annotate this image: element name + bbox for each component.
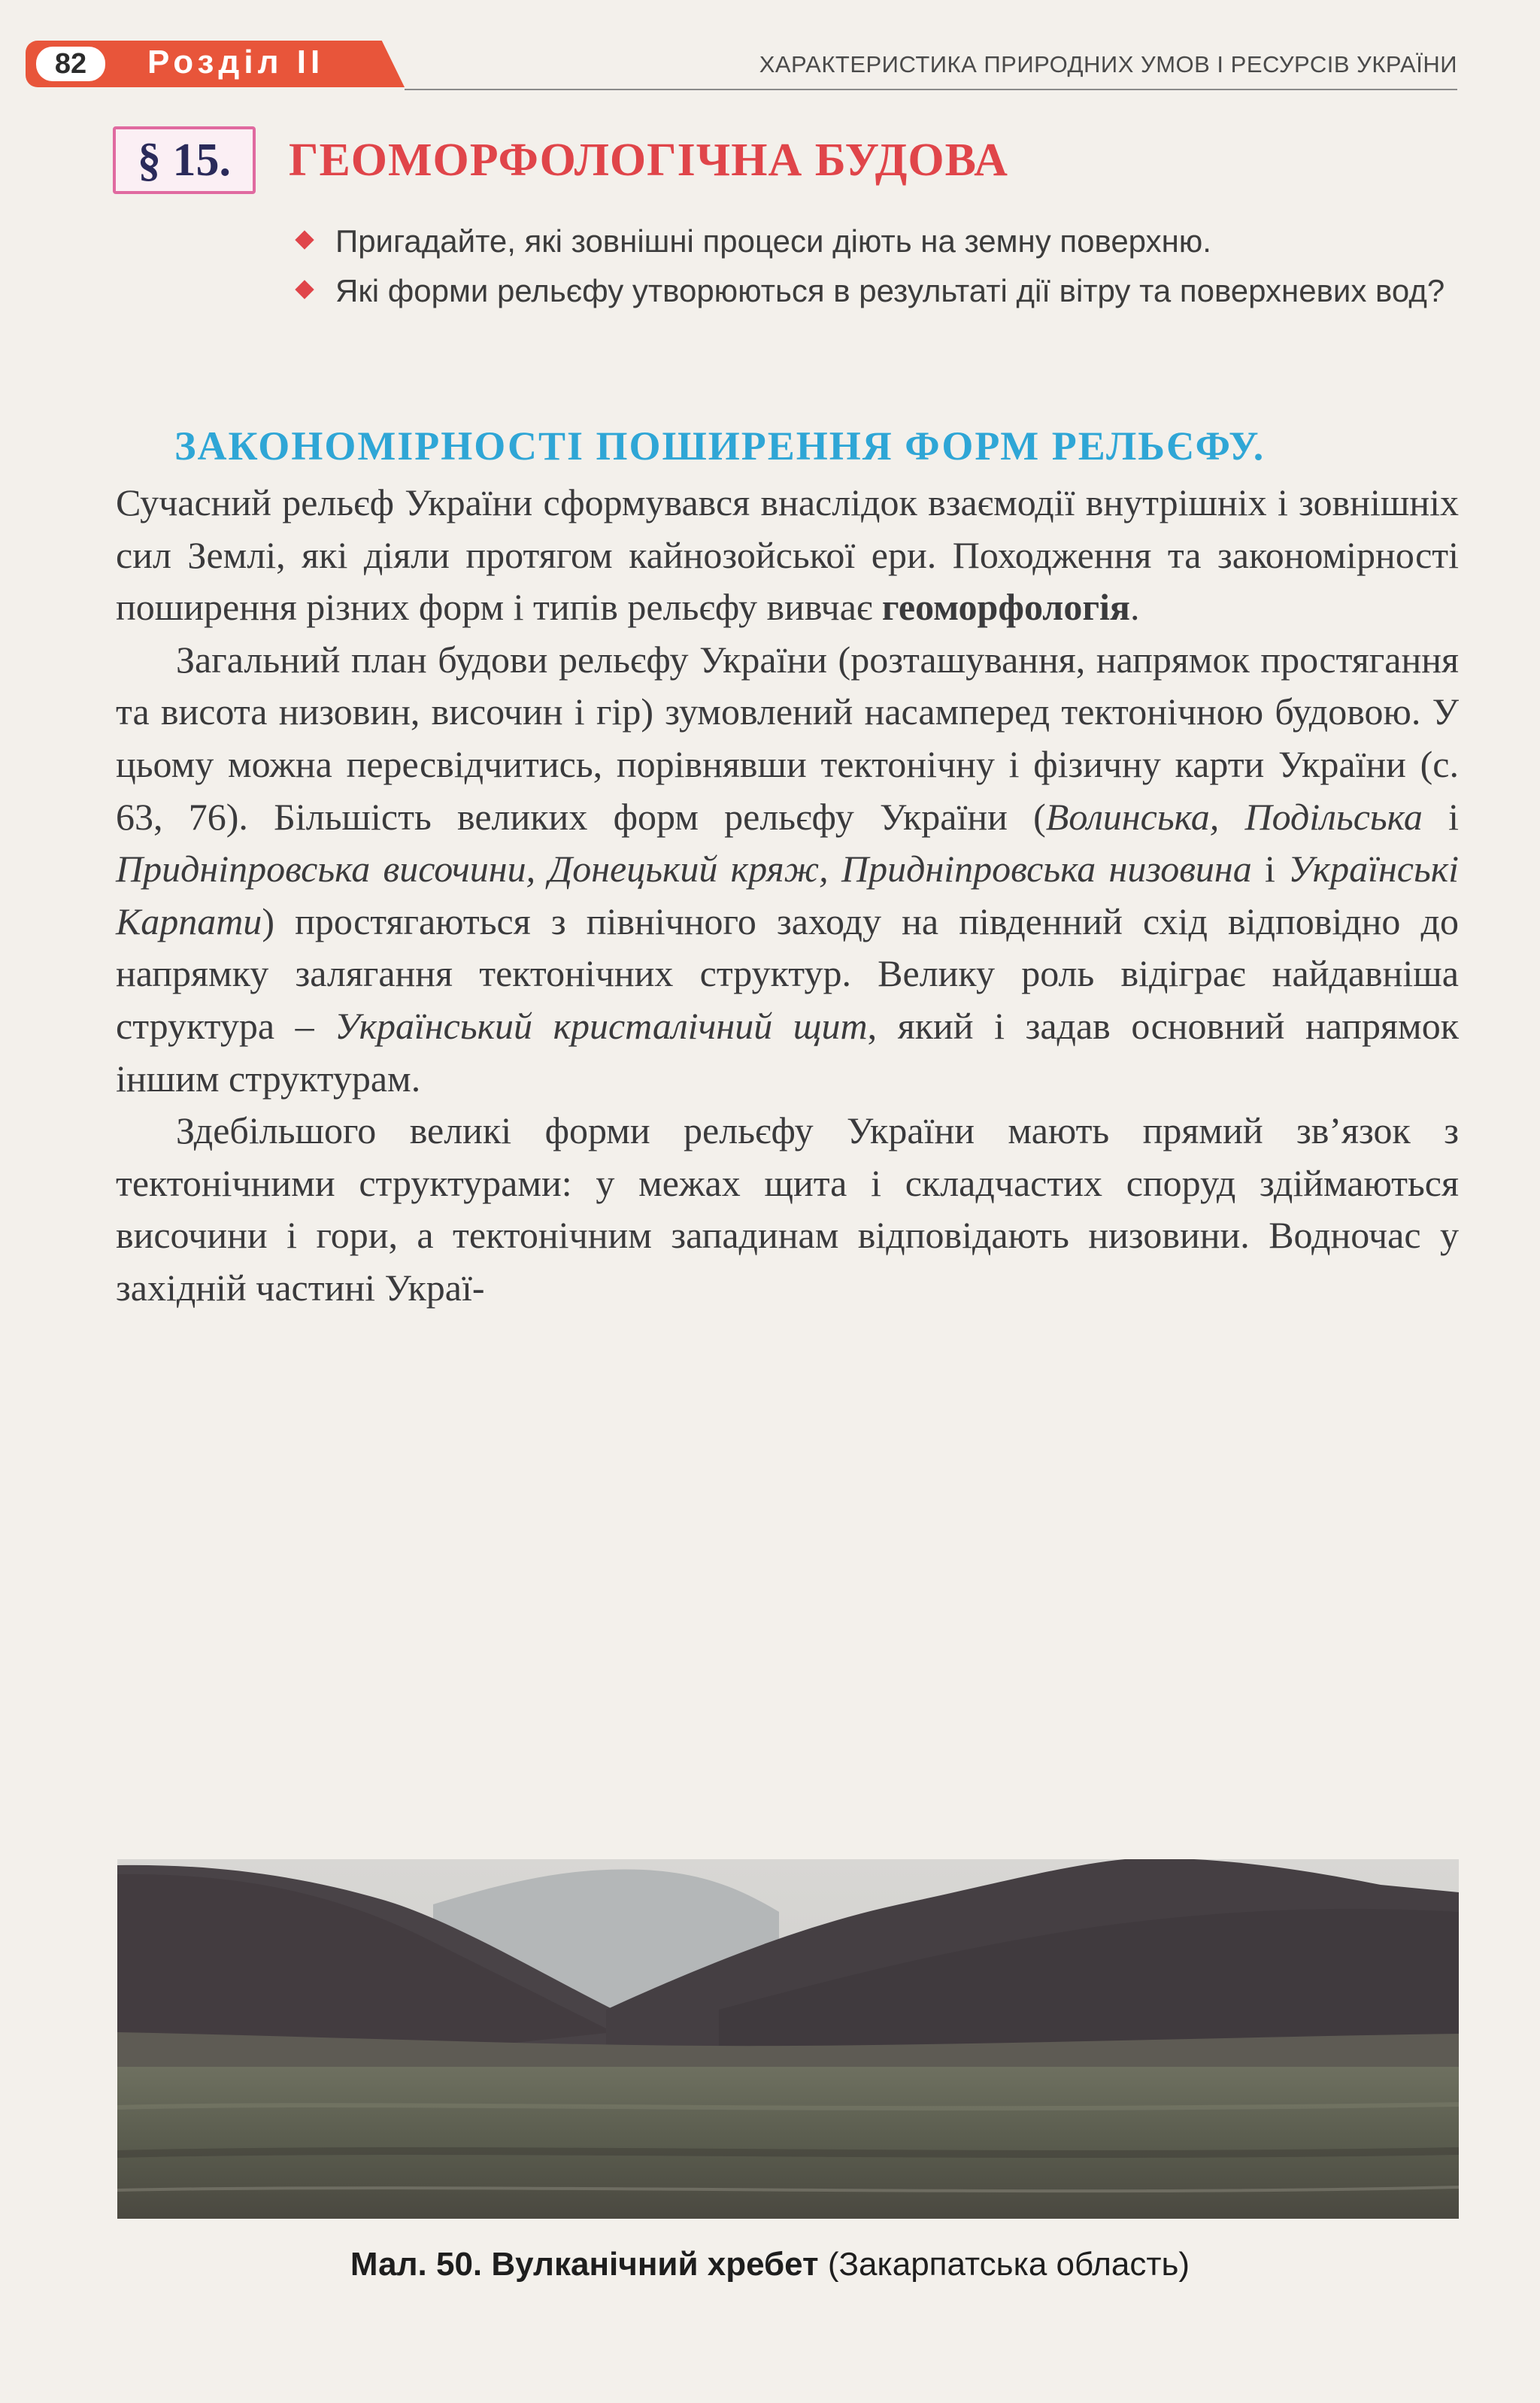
header-divider — [405, 89, 1457, 90]
landform-name: Український кристалічний щит — [335, 1004, 868, 1047]
question-item — [293, 217, 1459, 266]
text-run: , який і задав основний напрямок іншим структурам. — [116, 1004, 1459, 1100]
body-text — [116, 477, 1459, 1315]
figure-title: Вулканічний хребет — [491, 2246, 819, 2283]
text-run: ) простягаються з північного заходу на південний схід відповідно до напрямку залягання тектонічних структур. Велику роль відіграє найдавніша структура – — [116, 900, 1459, 1047]
landform-name: Волинська, Подільська — [1045, 795, 1423, 838]
body-paragraph — [116, 477, 1459, 634]
body-paragraph: Здебільшого великі форми рельєфу України мають прямий зв’язок з тектонічними структурами: у межах щита і складчастих споруд здіймаються височини і гори, а тектонічним западинам відповідають низовини. Водночас у західній частині Украї- — [116, 1109, 1459, 1309]
text-run: Сучасний рельєф України сформувався внаслідок взаємодії внутрішніх і зовнішніх сил Землі, які діяли протягом кайнозойської ери. Походження та закономірності поширення різних форм і типів рельєфу вивчає — [116, 481, 1459, 629]
review-questions — [293, 217, 1459, 316]
diamond-bullet-icon — [295, 280, 314, 299]
question-text: Які форми рельєфу утворюються в результаті дії вітру та поверхневих вод? — [335, 273, 1445, 308]
page-number: 82 — [36, 47, 105, 81]
body-paragraph — [116, 634, 1459, 1105]
landscape-illustration — [117, 1859, 1459, 2219]
key-term: геоморфологія — [881, 586, 1130, 629]
paragraph-number: § 15. — [113, 126, 256, 194]
landform-name: Українські Карпати — [116, 848, 1459, 942]
subheading: ЗАКОНОМІРНОСТІ ПОШИРЕННЯ ФОРМ РЕЛЬЄФУ. — [174, 423, 1266, 469]
text-run: і — [1251, 848, 1289, 891]
landform-name: Придніпровська височини, Донецький кряж, Придніпровська низовина — [116, 848, 1252, 891]
figure-caption — [0, 2246, 1540, 2283]
text-run: і — [1422, 795, 1459, 838]
question-item — [293, 266, 1459, 316]
section-label: Розділ ІІ — [147, 44, 325, 80]
text-run: . — [1130, 586, 1140, 629]
section-title: ГЕОМОРФОЛОГІЧНА БУДОВА — [289, 135, 1008, 186]
figure-note: (Закарпатська область) — [827, 2246, 1190, 2283]
volcanic-ridge-photo — [117, 1859, 1459, 2219]
diamond-bullet-icon — [295, 230, 314, 249]
figure-label: Мал. 50. — [350, 2246, 483, 2283]
running-title: ХАРАКТЕРИСТИКА ПРИРОДНИХ УМОВ І РЕСУРСІВ УКРАЇНИ — [759, 51, 1457, 77]
question-text: Пригадайте, які зовнішні процеси діють на земну поверхню. — [335, 223, 1211, 259]
text-run: Загальний план будови рельєфу України (розташування, напрямок простягання та висота низовин, височин і гір) зумовлений насамперед тектонічною будовою. У цьому можна пересвідчитись, порівнявши тектонічну і фізичну карти України (с. 63, 76). Більшість великих форм рельєфу України ( — [116, 638, 1459, 838]
